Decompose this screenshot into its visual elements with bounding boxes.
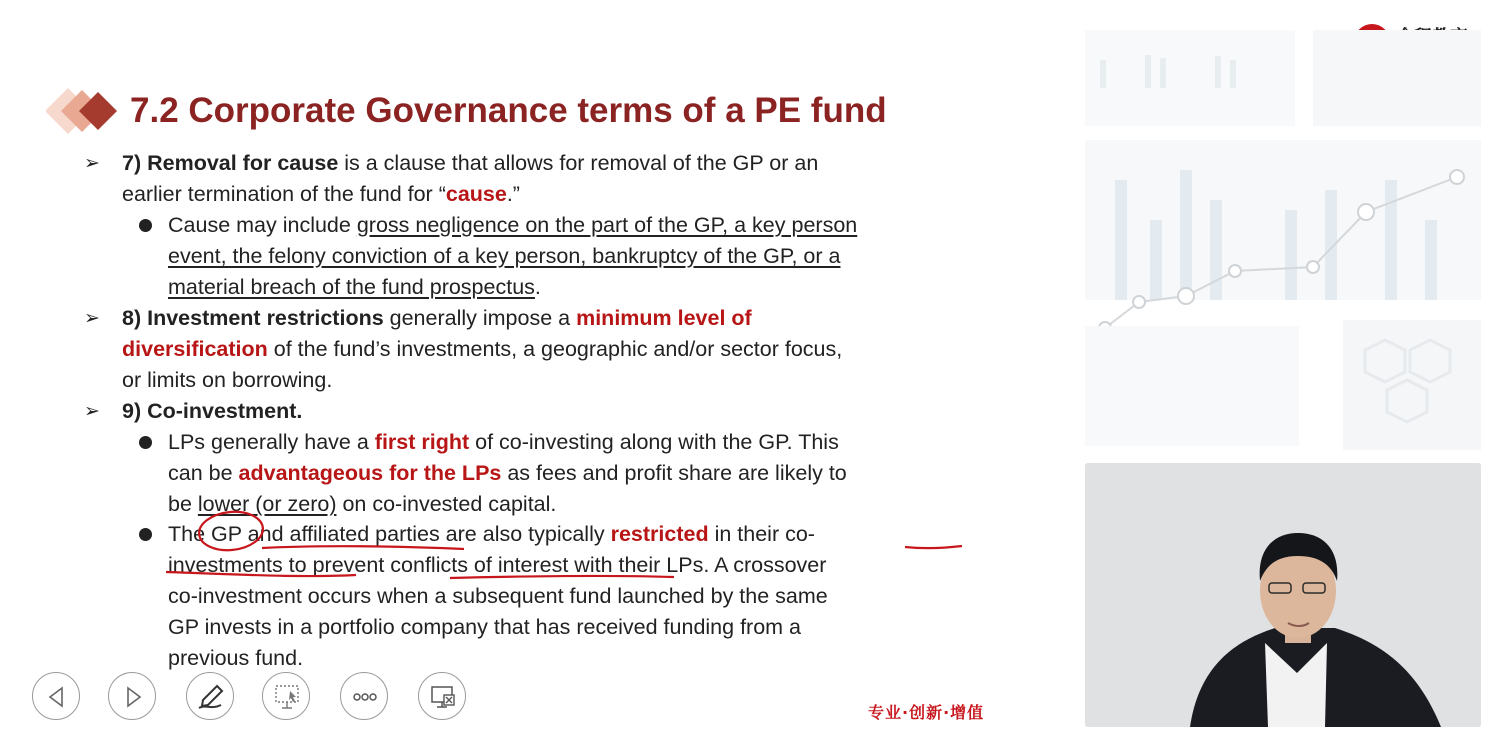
- point-9-b1-line-3: be lower (or zero) on co-invested capital.: [168, 492, 557, 516]
- end-show-button[interactable]: [418, 672, 466, 720]
- round-bullet-icon: [139, 436, 152, 449]
- arrow-bullet-icon: ➢: [84, 401, 100, 422]
- point-9-b2-line-4: GP invests in a portfolio company that has received funding from a: [168, 615, 802, 639]
- pointer-tool-button[interactable]: [262, 672, 310, 720]
- exit-screen-icon: [419, 673, 467, 721]
- point-9-b2-line-1: The GP and affiliated parties are also typically restricted in their co-: [168, 522, 815, 546]
- laser-pointer-icon: [263, 673, 311, 721]
- point-9-title: 9) Co-investment.: [122, 399, 303, 423]
- ellipsis-icon: [341, 673, 389, 721]
- round-bullet-icon: [139, 528, 152, 541]
- triangle-right-icon: [109, 673, 157, 721]
- point-8-line-1: 8) Investment restrictions generally impose a minimum level of: [122, 306, 752, 330]
- point-7-line-2: earlier termination of the fund for “cause.”: [122, 182, 520, 206]
- pen-tool-button[interactable]: [186, 672, 234, 720]
- presenter-figure: [1085, 463, 1481, 727]
- slide-title: 7.2 Corporate Governance terms of a PE fund: [130, 91, 887, 130]
- point-7-sub-line-3: material breach of the fund prospectus.: [168, 275, 541, 299]
- co-underline: [905, 546, 962, 548]
- point-9-b1-line-1: LPs generally have a first right of co-investing along with the GP. This: [168, 430, 839, 454]
- previous-slide-button[interactable]: [32, 672, 80, 720]
- title-diamond-decoration: [46, 88, 126, 134]
- point-9-b2-line-5: previous fund.: [168, 646, 304, 670]
- decorative-background-graphic: [1085, 20, 1485, 460]
- round-bullet-icon: [139, 219, 152, 232]
- point-8-line-3: or limits on borrowing.: [122, 368, 333, 392]
- more-options-button[interactable]: [340, 672, 388, 720]
- arrow-bullet-icon: ➢: [84, 308, 100, 329]
- cause-emphasis: cause: [445, 182, 507, 206]
- point-7-line-1: 7) Removal for cause is a clause that allows for removal of the GP or an: [122, 151, 819, 175]
- arrow-bullet-icon: ➢: [84, 153, 100, 174]
- point-9-b1-line-2: can be advantageous for the LPs as fees and profit share are likely to: [168, 461, 847, 485]
- pen-icon: [187, 673, 235, 721]
- point-9-b2-line-2: investments to prevent conflicts of interest with their LPs. A crossover: [168, 553, 827, 577]
- point-9-b2-line-3: co-investment occurs when a subsequent fund launched by the same: [168, 584, 828, 608]
- point-8-line-2: diversification of the fund’s investments, a geographic and/or sector focus,: [122, 337, 843, 361]
- triangle-left-icon: [33, 673, 81, 721]
- removal-for-cause-term: 7) Removal for cause: [122, 151, 339, 175]
- point-7-sub-line-1: Cause may include gross negligence on the part of the GP, a key person: [168, 213, 858, 237]
- next-slide-button[interactable]: [108, 672, 156, 720]
- presenter-webcam: [1085, 463, 1481, 727]
- point-7-sub-line-2: event, the felony conviction of a key person, bankruptcy of the GP, or a: [168, 244, 841, 268]
- footer-slogan: 专业·创新·增值: [868, 703, 985, 722]
